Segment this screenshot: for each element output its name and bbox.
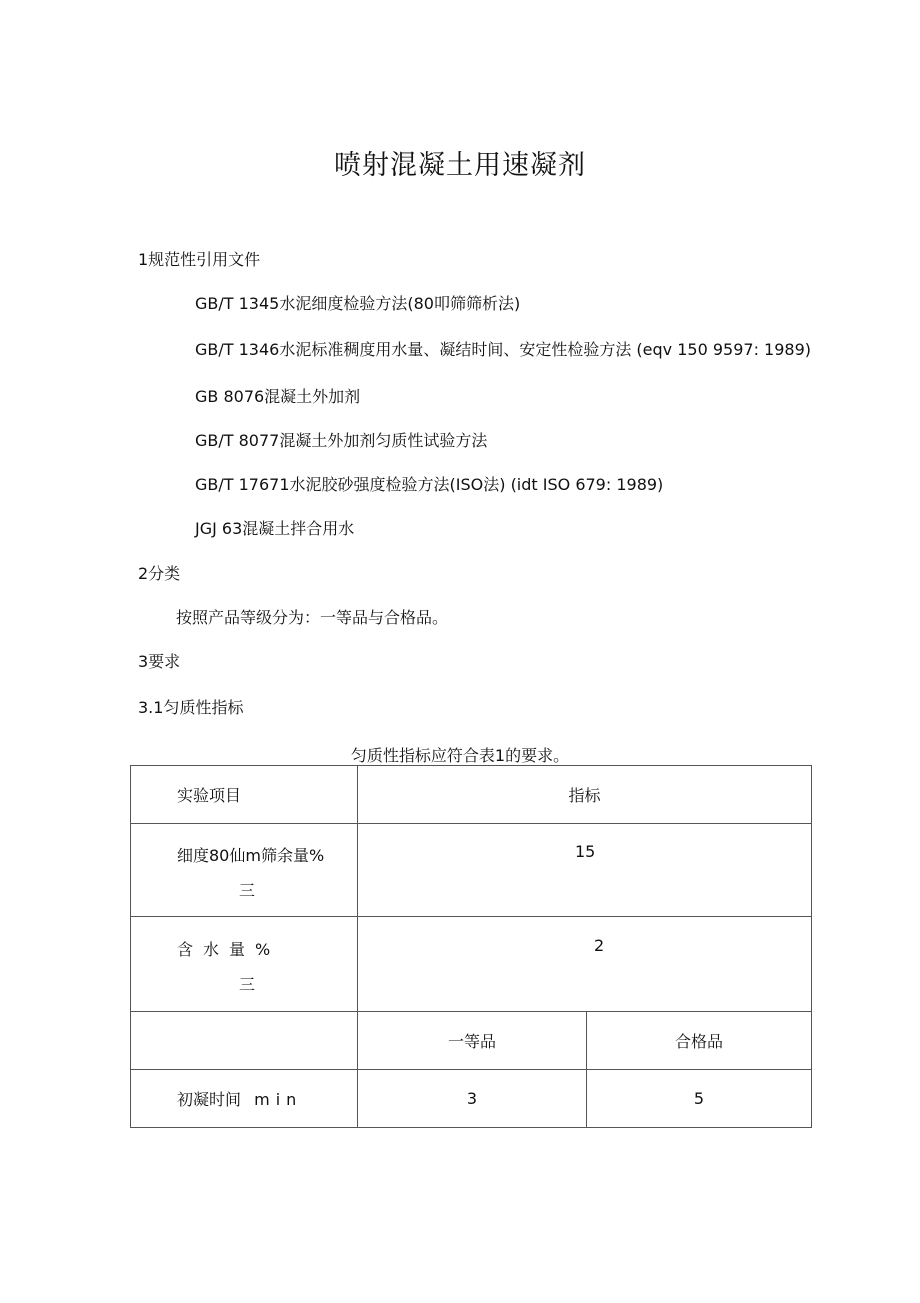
setting-first-value-cell bbox=[357, 1070, 586, 1128]
grade-qualified-cell bbox=[586, 1012, 811, 1070]
section-3-heading: 3要求 bbox=[138, 652, 181, 671]
row-value: 2 bbox=[593, 936, 605, 955]
reference-item: GB/T 8077混凝土外加剂匀质性试验方法 bbox=[195, 431, 488, 450]
reference-item: GB 8076混凝土外加剂 bbox=[195, 387, 361, 406]
header-index-label: 指标 bbox=[568, 786, 601, 805]
homogeneity-table bbox=[130, 765, 812, 1128]
table-row bbox=[131, 1070, 812, 1128]
row-label-cell bbox=[131, 824, 358, 917]
row-label: 含水量% bbox=[177, 940, 281, 959]
row-label: 细度80仙m筛余量% bbox=[177, 846, 325, 865]
setting-unit: min bbox=[254, 1090, 303, 1109]
row-value-cell bbox=[357, 917, 811, 1012]
row-sub-label: 三 bbox=[239, 975, 256, 994]
table-row bbox=[131, 917, 812, 1012]
row-sub-label: 三 bbox=[239, 881, 256, 900]
grade-header-empty-cell bbox=[131, 1012, 358, 1070]
setting-first-value: 3 bbox=[466, 1089, 478, 1108]
row-value-cell bbox=[357, 824, 811, 917]
grade-first-label: 一等品 bbox=[447, 1032, 496, 1051]
table-caption: 匀质性指标应符合表1的要求。 bbox=[350, 746, 570, 765]
table-row bbox=[131, 824, 812, 917]
reference-item: GB/T 1346水泥标准稠度用水量、凝结时间、安定性检验方法 (eqv 150 9597: 1989) bbox=[195, 340, 812, 359]
setting-label-cell bbox=[131, 1070, 358, 1128]
section-2-heading: 2分类 bbox=[138, 564, 181, 583]
grade-header-row bbox=[131, 1012, 812, 1070]
document-title: 喷射混凝土用速凝剂 bbox=[334, 150, 586, 181]
grade-qualified-label: 合格品 bbox=[674, 1032, 723, 1051]
section-1-heading: 1规范性引用文件 bbox=[138, 250, 261, 269]
setting-label: 初凝时间 bbox=[177, 1090, 242, 1109]
row-value: 15 bbox=[574, 842, 596, 861]
grade-first-cell bbox=[357, 1012, 586, 1070]
section-2-text: 按照产品等级分为：一等品与合格品。 bbox=[176, 608, 449, 627]
header-item-label: 实验项目 bbox=[177, 786, 242, 805]
section-3-1-heading: 3.1匀质性指标 bbox=[138, 698, 244, 717]
header-index-cell bbox=[357, 766, 811, 824]
table-header-row bbox=[131, 766, 812, 824]
reference-item: GB/T 17671水泥胶砂强度检验方法(ISO法) (idt ISO 679: 1989) bbox=[195, 475, 664, 494]
setting-qualified-value-cell bbox=[586, 1070, 811, 1128]
reference-item: JGJ 63混凝土拌合用水 bbox=[195, 519, 355, 538]
setting-qualified-value: 5 bbox=[693, 1089, 705, 1108]
reference-item: GB/T 1345水泥细度检验方法(80叩筛筛析法) bbox=[195, 294, 521, 313]
row-label-cell bbox=[131, 917, 358, 1012]
header-item-cell bbox=[131, 766, 358, 824]
